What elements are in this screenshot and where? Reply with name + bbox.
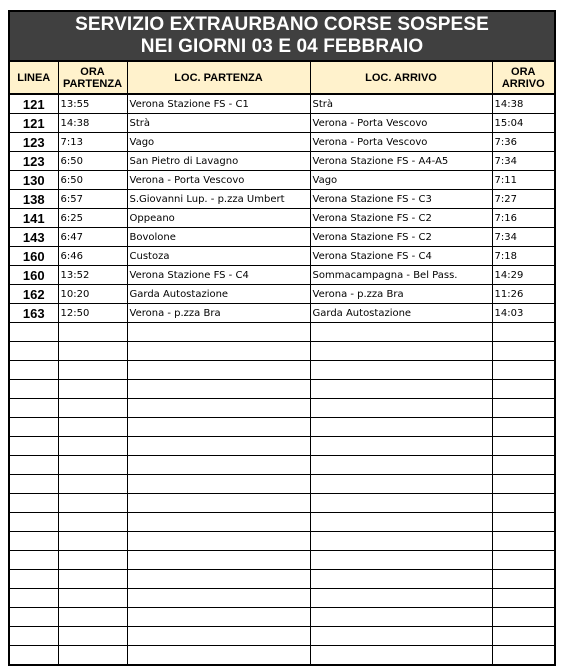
cell-linea: [10, 456, 58, 475]
cell-ora-partenza: [58, 627, 127, 646]
cell-linea: [10, 513, 58, 532]
cell-loc-partenza: [127, 494, 310, 513]
cell-linea: 130: [10, 171, 58, 190]
empty-row: [10, 361, 554, 380]
cell-loc-arrivo: [310, 342, 492, 361]
cell-loc-partenza: [127, 380, 310, 399]
table-row: [10, 133, 554, 152]
cell-loc-partenza: Oppeano: [127, 209, 310, 228]
empty-row: [10, 399, 554, 418]
cell-ora-arrivo: 7:34: [492, 228, 554, 247]
cell-linea: 138: [10, 190, 58, 209]
cell-ora-arrivo: [492, 361, 554, 380]
cell-ora-arrivo: [492, 456, 554, 475]
cell-linea: [10, 627, 58, 646]
cell-ora-arrivo: [492, 475, 554, 494]
header-loc-partenza: LOC. PARTENZA: [127, 62, 310, 94]
cell-loc-arrivo: [310, 608, 492, 627]
empty-row: [10, 608, 554, 627]
cell-loc-arrivo: Verona Stazione FS - C4: [310, 247, 492, 266]
header-ora-arrivo: ORA ARRIVO: [492, 62, 554, 94]
cell-linea: [10, 551, 58, 570]
cell-ora-arrivo: [492, 589, 554, 608]
cell-ora-partenza: 12:50: [58, 304, 127, 323]
cell-loc-arrivo: [310, 323, 492, 342]
empty-row: [10, 418, 554, 437]
cell-loc-arrivo: Strà: [310, 94, 492, 114]
cell-ora-arrivo: 14:03: [492, 304, 554, 323]
header-linea: LINEA: [10, 62, 58, 94]
cell-loc-partenza: Strà: [127, 114, 310, 133]
title-line-1: SERVIZIO EXTRAURBANO CORSE SOSPESE: [75, 14, 489, 35]
cell-ora-arrivo: 14:38: [492, 94, 554, 114]
cell-linea: 163: [10, 304, 58, 323]
cell-ora-partenza: 6:50: [58, 152, 127, 171]
cell-linea: 141: [10, 209, 58, 228]
cell-ora-arrivo: 7:11: [492, 171, 554, 190]
empty-row: [10, 570, 554, 589]
cell-ora-arrivo: [492, 513, 554, 532]
cell-loc-arrivo: Verona - Porta Vescovo: [310, 133, 492, 152]
cell-ora-arrivo: 7:27: [492, 190, 554, 209]
empty-row: [10, 437, 554, 456]
cell-ora-partenza: 6:50: [58, 171, 127, 190]
cell-linea: [10, 532, 58, 551]
cell-ora-arrivo: 7:18: [492, 247, 554, 266]
cell-ora-arrivo: [492, 399, 554, 418]
table-row: [10, 247, 554, 266]
cell-ora-partenza: [58, 532, 127, 551]
empty-row: [10, 323, 554, 342]
cell-loc-partenza: [127, 399, 310, 418]
cell-linea: [10, 646, 58, 665]
cell-ora-partenza: [58, 646, 127, 665]
cell-ora-partenza: 10:20: [58, 285, 127, 304]
cell-loc-partenza: S.Giovanni Lup. - p.zza Umbert: [127, 190, 310, 209]
cell-loc-partenza: [127, 589, 310, 608]
cell-ora-arrivo: 7:34: [492, 152, 554, 171]
cell-loc-partenza: Bovolone: [127, 228, 310, 247]
cell-loc-partenza: [127, 532, 310, 551]
cell-linea: [10, 380, 58, 399]
cell-ora-partenza: [58, 418, 127, 437]
cell-ora-partenza: [58, 494, 127, 513]
cell-loc-arrivo: [310, 456, 492, 475]
cell-loc-partenza: [127, 646, 310, 665]
cell-linea: [10, 589, 58, 608]
cell-ora-partenza: [58, 551, 127, 570]
cell-loc-partenza: Verona Stazione FS - C4: [127, 266, 310, 285]
cell-ora-partenza: [58, 608, 127, 627]
cell-ora-arrivo: [492, 532, 554, 551]
cell-loc-arrivo: [310, 532, 492, 551]
cell-loc-arrivo: Verona - Porta Vescovo: [310, 114, 492, 133]
cell-ora-partenza: [58, 361, 127, 380]
cell-ora-arrivo: 7:16: [492, 209, 554, 228]
empty-row: [10, 475, 554, 494]
cell-loc-partenza: [127, 361, 310, 380]
cell-loc-partenza: [127, 513, 310, 532]
table-row: [10, 228, 554, 247]
cell-linea: [10, 418, 58, 437]
cell-ora-partenza: [58, 323, 127, 342]
cell-ora-partenza: [58, 380, 127, 399]
cell-loc-partenza: [127, 456, 310, 475]
cell-ora-arrivo: [492, 418, 554, 437]
cell-loc-partenza: Vago: [127, 133, 310, 152]
cell-ora-partenza: 6:57: [58, 190, 127, 209]
cell-ora-partenza: [58, 475, 127, 494]
cell-loc-partenza: Verona - p.zza Bra: [127, 304, 310, 323]
cell-loc-partenza: Verona - Porta Vescovo: [127, 171, 310, 190]
cell-ora-partenza: [58, 513, 127, 532]
cell-linea: 123: [10, 133, 58, 152]
cell-ora-arrivo: 7:36: [492, 133, 554, 152]
cell-linea: 143: [10, 228, 58, 247]
cell-loc-partenza: [127, 551, 310, 570]
cell-loc-partenza: [127, 342, 310, 361]
cell-ora-arrivo: 11:26: [492, 285, 554, 304]
cell-ora-arrivo: [492, 627, 554, 646]
cell-ora-partenza: 6:47: [58, 228, 127, 247]
empty-row: [10, 380, 554, 399]
cell-loc-partenza: [127, 627, 310, 646]
cell-ora-partenza: [58, 456, 127, 475]
cell-ora-partenza: [58, 589, 127, 608]
cell-ora-arrivo: [492, 323, 554, 342]
cell-linea: [10, 608, 58, 627]
cell-ora-arrivo: [492, 551, 554, 570]
cell-linea: 121: [10, 94, 58, 114]
table-row: [10, 94, 554, 114]
cell-linea: [10, 437, 58, 456]
cell-loc-partenza: [127, 418, 310, 437]
cell-linea: [10, 475, 58, 494]
cell-loc-arrivo: [310, 399, 492, 418]
cell-loc-arrivo: [310, 418, 492, 437]
cell-ora-arrivo: [492, 494, 554, 513]
cell-loc-arrivo: Sommacampagna - Bel Pass.: [310, 266, 492, 285]
cell-ora-partenza: 14:38: [58, 114, 127, 133]
cell-linea: [10, 361, 58, 380]
cell-linea: 160: [10, 247, 58, 266]
cell-ora-arrivo: [492, 570, 554, 589]
empty-row: [10, 456, 554, 475]
table-row: [10, 266, 554, 285]
cell-loc-arrivo: [310, 513, 492, 532]
cell-loc-arrivo: Verona Stazione FS - C3: [310, 190, 492, 209]
table-body: [10, 94, 554, 664]
table-row: [10, 209, 554, 228]
table-row: [10, 114, 554, 133]
suspended-trips-table: [10, 62, 554, 664]
cell-loc-partenza: Custoza: [127, 247, 310, 266]
cell-linea: [10, 494, 58, 513]
cell-loc-partenza: San Pietro di Lavagno: [127, 152, 310, 171]
cell-loc-partenza: [127, 608, 310, 627]
table-row: [10, 190, 554, 209]
cell-ora-arrivo: [492, 608, 554, 627]
empty-row: [10, 494, 554, 513]
cell-linea: [10, 399, 58, 418]
cell-ora-arrivo: [492, 380, 554, 399]
table-row: [10, 304, 554, 323]
table-row: [10, 285, 554, 304]
cell-loc-arrivo: [310, 589, 492, 608]
title-line-2: NEI GIORNI 03 E 04 FEBBRAIO: [140, 36, 424, 57]
cell-ora-arrivo: 14:29: [492, 266, 554, 285]
cell-loc-arrivo: [310, 361, 492, 380]
cell-linea: [10, 323, 58, 342]
cell-ora-partenza: [58, 399, 127, 418]
cell-loc-arrivo: [310, 437, 492, 456]
cell-linea: [10, 342, 58, 361]
cell-loc-arrivo: Verona Stazione FS - C2: [310, 209, 492, 228]
cell-loc-partenza: [127, 323, 310, 342]
cell-loc-arrivo: Verona Stazione FS - C2: [310, 228, 492, 247]
empty-row: [10, 513, 554, 532]
table-row: [10, 152, 554, 171]
cell-linea: 162: [10, 285, 58, 304]
table-row: [10, 171, 554, 190]
cell-loc-arrivo: [310, 380, 492, 399]
cell-ora-partenza: 13:52: [58, 266, 127, 285]
cell-linea: 121: [10, 114, 58, 133]
cell-loc-partenza: Garda Autostazione: [127, 285, 310, 304]
schedule-sheet: [8, 10, 556, 666]
table-header-row: [10, 62, 554, 94]
cell-loc-arrivo: Verona Stazione FS - A4-A5: [310, 152, 492, 171]
cell-loc-partenza: [127, 475, 310, 494]
cell-ora-partenza: [58, 437, 127, 456]
cell-ora-arrivo: [492, 437, 554, 456]
cell-linea: [10, 570, 58, 589]
cell-loc-partenza: [127, 437, 310, 456]
cell-ora-arrivo: 15:04: [492, 114, 554, 133]
cell-loc-arrivo: [310, 551, 492, 570]
empty-row: [10, 646, 554, 665]
empty-row: [10, 532, 554, 551]
cell-linea: 160: [10, 266, 58, 285]
cell-loc-arrivo: [310, 494, 492, 513]
cell-ora-partenza: [58, 342, 127, 361]
cell-loc-partenza: Verona Stazione FS - C1: [127, 94, 310, 114]
empty-row: [10, 627, 554, 646]
header-ora-partenza: ORA PARTENZA: [58, 62, 127, 94]
cell-linea: 123: [10, 152, 58, 171]
cell-loc-partenza: [127, 570, 310, 589]
cell-loc-arrivo: Garda Autostazione: [310, 304, 492, 323]
cell-ora-partenza: 6:25: [58, 209, 127, 228]
cell-loc-arrivo: [310, 570, 492, 589]
cell-ora-partenza: 6:46: [58, 247, 127, 266]
cell-ora-arrivo: [492, 646, 554, 665]
cell-loc-arrivo: [310, 627, 492, 646]
cell-ora-partenza: 13:55: [58, 94, 127, 114]
empty-row: [10, 589, 554, 608]
cell-ora-partenza: 7:13: [58, 133, 127, 152]
empty-row: [10, 342, 554, 361]
cell-loc-arrivo: [310, 475, 492, 494]
cell-ora-arrivo: [492, 342, 554, 361]
empty-row: [10, 551, 554, 570]
header-loc-arrivo: LOC. ARRIVO: [310, 62, 492, 94]
cell-loc-arrivo: Verona - p.zza Bra: [310, 285, 492, 304]
title-band: [10, 12, 554, 62]
cell-loc-arrivo: Vago: [310, 171, 492, 190]
cell-ora-partenza: [58, 570, 127, 589]
cell-loc-arrivo: [310, 646, 492, 665]
